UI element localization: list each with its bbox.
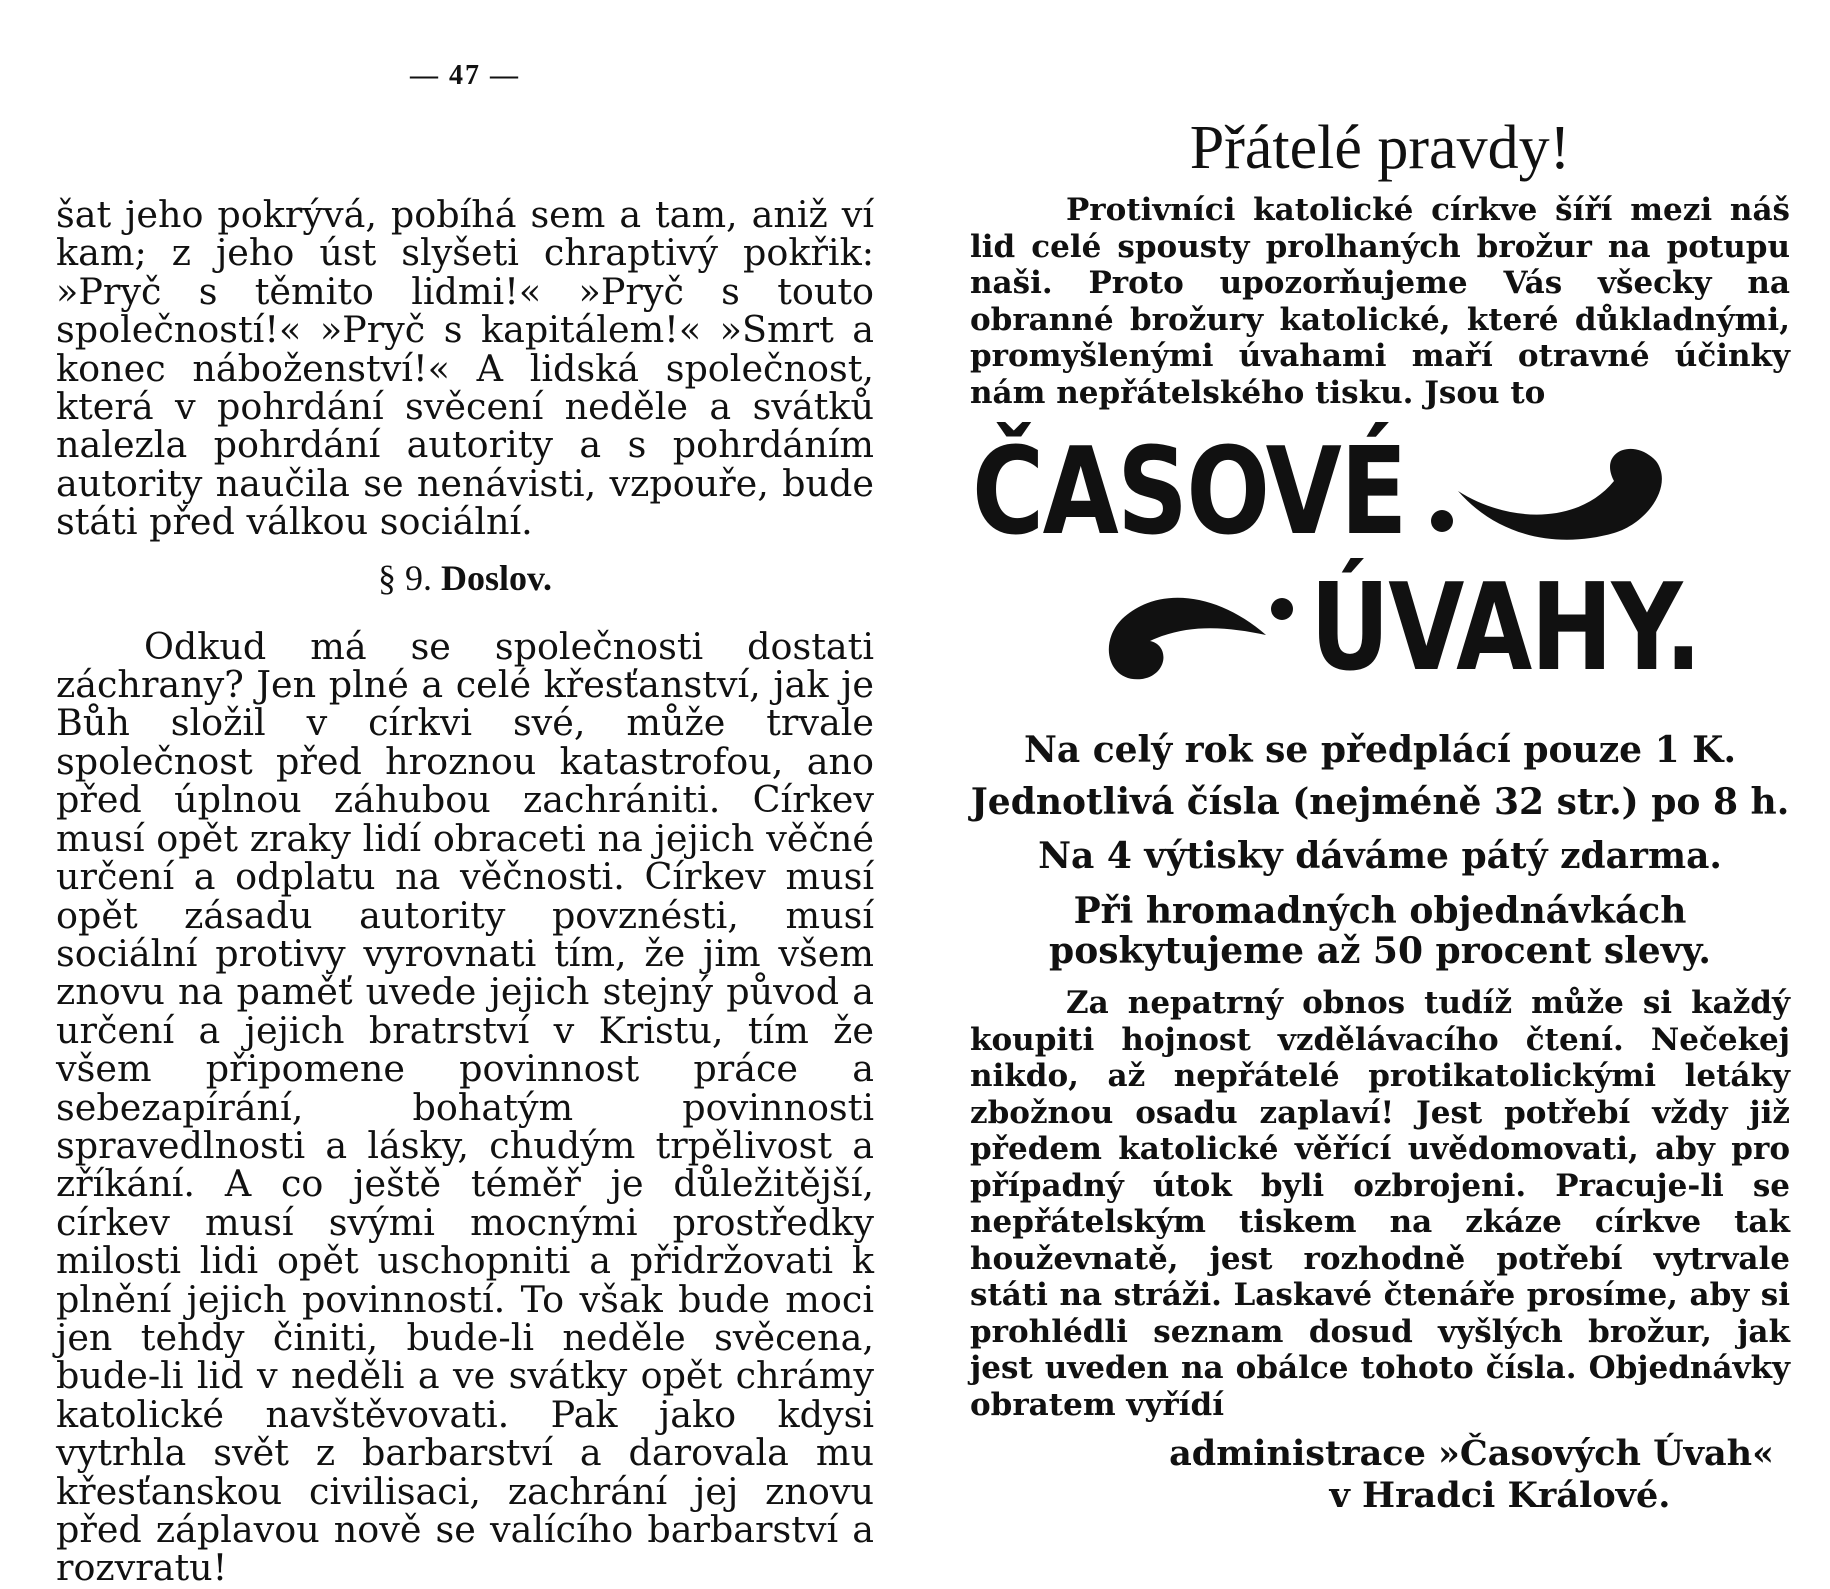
masthead-word-uvahy: ÚVAHY. bbox=[1310, 559, 1701, 698]
swoosh-bottom-ornament bbox=[1098, 571, 1298, 691]
offer-bulk-discount: Při hromadných objednávkách poskytujeme až 50 procent slevy. bbox=[1049, 890, 1711, 972]
left-page bbox=[56, 60, 874, 1588]
paragraph-continuation: šat jeho pokrývá, pobíhá sem a tam, aniž ví kam; z jeho úst slyšeti chraptivý pokřik: »Pryč s těmito lidmi!« »Pryč s touto společností!« »Pryč s kapitálem!« »Smrt a konec náboženství!« A lidská společnost, která v pohrdání svěcení neděle a svátků nalezla pohrdání autority a s pohrdáním autority naučila se nenávisti, vzpouře, bude státi před válkou sociální. bbox=[56, 193, 874, 544]
page-number: — 47 — bbox=[410, 60, 520, 91]
right-page-advertisement bbox=[970, 112, 1790, 1517]
left-body bbox=[56, 193, 874, 1589]
price-single: Jednotlivá čísla (nejméně 32 str.) po 8 h. bbox=[970, 781, 1790, 823]
masthead-word-casove: ČASOVÉ bbox=[972, 423, 1406, 562]
section-heading bbox=[56, 558, 874, 598]
price-annual: Na celý rok se předplácí pouze 1 K. bbox=[1023, 729, 1737, 771]
offer-free-copy: Na 4 výtisky dáváme pátý zdarma. bbox=[1038, 835, 1722, 877]
paragraph-doslov: Odkud má se společnosti dostati záchrany? Jen plné a celé křesťanství, jak je Bůh složil v církvi své, může trvale společnost před hroznou katastrofou, ano před úplnou záhubou zachrániti. Církev musí opět zraky lidí obraceti na jejich věčné určení a odplatu na věčnosti. Církev musí opět zásadu autority povznésti, musí sociální protivy vyrovnati tím, že jim všem znovu na paměť uvede jejich stejný původ a určení a jejich bratrství v Kristu, tím že všem připomene povinnost práce a sebezapírání, bohatým povinnosti spravedlnosti a lásky, chudým trpělivost a zříkání. A co ještě téměř je důležitější, církev musí svými mocnými prostředky milosti lidi opět uschopniti a přidržovati k plnění jejich povinností. To však bude moci jen tehdy činiti, bude-li neděle svěcena, bude-li lid v neděli a ve svátky opět chrámy katolické navštěvovati. Pak jako kdysi vytrhla svět z barbarství a darovala mu křesťanskou civilisaci, zachrání jej znovu před záplavou nově se valícího barbarství a rozvratu! bbox=[56, 624, 874, 1589]
swoosh-top-ornament bbox=[1428, 441, 1668, 551]
masthead-logo bbox=[970, 423, 1790, 705]
section-number: § 9. bbox=[377, 557, 432, 598]
ad-heading: Přátelé pravdy! bbox=[1189, 114, 1571, 182]
section-title: Doslov. bbox=[440, 557, 553, 598]
signature-administration: administrace »Časových Úvah« bbox=[1169, 1433, 1774, 1474]
ad-intro: Protivníci katolické církve šíří mezi náš lid celé spousty prolhaných brožur na potupu naši. Proto upozorňujeme Vás všecky na obranné brožury katolické, které důkladnými, promyšlenými úvahami maří otravné účinky nám nepřátelského tisku. Jsou to bbox=[970, 192, 1790, 411]
ad-body: Za nepatrný obnos tudíž může si každý koupiti hojnost vzdělávacího čtení. Nečekej nikdo, až nepřátelé protikatolickými letáky zbožnou osadu zaplaví! Jest potřebí vždy již předem katolické věřící uvědomovati, aby pro případný útok byli ozbrojeni. Pracuje-li se nepřátelským tiskem na zkáze církve tak houževnatě, jest rozhodně potřebí vytrvale státi na stráži. Laskavé čtenáře prosíme, aby si prohlédli seznam dosud vyšlých brožur, jak jest uveden na obálce tohoto čísla. Objednávky obratem vyřídí bbox=[970, 985, 1790, 1423]
signature-location: v Hradci Králové. bbox=[1329, 1475, 1671, 1516]
